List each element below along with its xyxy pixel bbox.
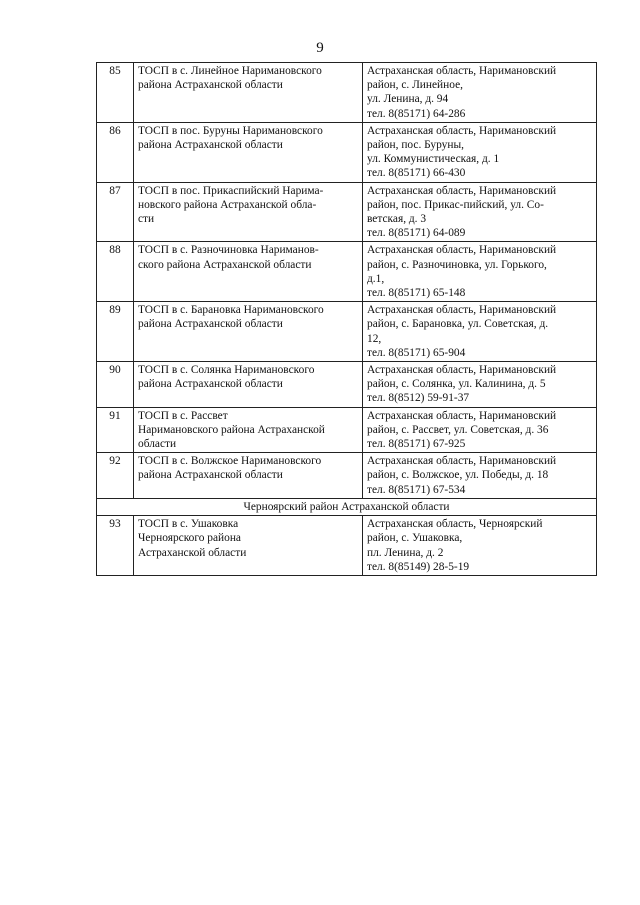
table-row [97,453,597,499]
office-name: ТОСП в с. Разночиновка Нариманов- ского района Астраханской области [134,242,363,302]
office-name: ТОСП в пос. Прикаспийский Нарима- новского района Астраханской обла- сти [134,182,363,242]
office-address: Астраханская область, Наримановский район, с. Линейное, ул. Ленина, д. 94 тел. 8(85171) 64-286 [363,63,597,123]
row-number: 91 [97,407,134,453]
section-title: Черноярский район Астраханской области [97,498,597,515]
office-address: Астраханская область, Наримановский район, с. Солянка, ул. Калинина, д. 5 тел. 8(8512) 59-91-37 [363,362,597,408]
row-number: 93 [97,516,134,576]
row-number: 90 [97,362,134,408]
table-row [97,516,597,576]
office-address: Астраханская область, Наримановский район, пос. Буруны, ул. Коммунистическая, д. 1 тел. 8(85171) 66-430 [363,122,597,182]
office-name: ТОСП в с. Солянка Наримановского района Астраханской области [134,362,363,408]
office-name: ТОСП в с. Рассвет Наримановского района Астраханской области [134,407,363,453]
office-address: Астраханская область, Наримановский район, с. Барановка, ул. Советская, д. 12, тел. 8(85171) 65-904 [363,302,597,362]
office-address: Астраханская область, Черноярский район, с. Ушаковка, пл. Ленина, д. 2 тел. 8(85149) 28-5-19 [363,516,597,576]
office-address: Астраханская область, Наримановский район, с. Разночиновка, ул. Горького, д.1, тел. 8(85171) 65-148 [363,242,597,302]
office-name: ТОСП в пос. Буруны Наримановского района Астраханской области [134,122,363,182]
office-name: ТОСП в с. Ушаковка Черноярского района Астраханской области [134,516,363,576]
office-table [96,62,597,576]
row-number: 87 [97,182,134,242]
row-number: 85 [97,63,134,123]
section-header-row [97,498,597,515]
row-number: 92 [97,453,134,499]
row-number: 88 [97,242,134,302]
table-row [97,122,597,182]
table-row [97,362,597,408]
office-address: Астраханская область, Наримановский район, пос. Прикас-пийский, ул. Со- ветская, д. 3 тел. 8(85171) 64-089 [363,182,597,242]
office-name: ТОСП в с. Барановка Наримановского района Астраханской области [134,302,363,362]
table-row [97,182,597,242]
row-number: 89 [97,302,134,362]
page-number: 9 [316,40,324,56]
row-number: 86 [97,122,134,182]
office-address: Астраханская область, Наримановский район, с. Рассвет, ул. Советская, д. 36 тел. 8(85171) 67-925 [363,407,597,453]
table-row [97,407,597,453]
office-address: Астраханская область, Наримановский район, с. Волжское, ул. Победы, д. 18 тел. 8(85171) 67-534 [363,453,597,499]
office-name: ТОСП в с. Линейное Наримановского района Астраханской области [134,63,363,123]
table-row [97,242,597,302]
table-row [97,63,597,123]
table-row [97,302,597,362]
office-name: ТОСП в с. Волжское Наримановского района Астраханской области [134,453,363,499]
